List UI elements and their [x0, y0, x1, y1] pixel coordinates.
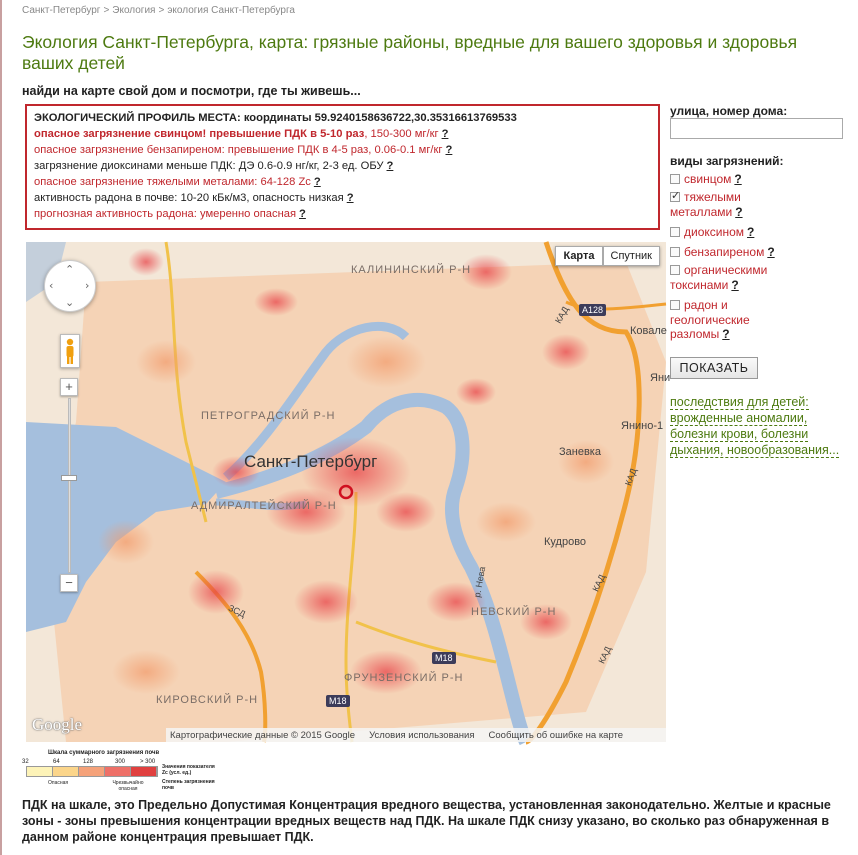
map-type-control: [555, 246, 660, 266]
help-link-type-organic-toxins[interactable]: ?: [731, 277, 739, 292]
scale-right-label-zc: Значения показателя Zc (усл. ед.): [162, 764, 215, 776]
scale-right-label-degree: Степень загрязнения почв: [162, 779, 215, 791]
type-option-radon[interactable]: радон и геологические разломы ?: [670, 298, 750, 341]
road-label-zsd: ЗСД: [226, 602, 248, 620]
scale-number-128: 128: [83, 759, 94, 765]
scale-color-cell: [27, 767, 53, 776]
checkbox-lead[interactable]: [670, 174, 680, 184]
ecology-profile-box: [25, 104, 660, 230]
checkbox-organic-toxins[interactable]: [670, 265, 680, 275]
scale-color-bar: [26, 766, 158, 777]
page-subtitle: найди на карте свой дом и посмотри, где ты живешь...: [22, 84, 361, 98]
checkbox-heavy-metals[interactable]: [670, 192, 680, 202]
checkbox-dioxin[interactable]: [670, 227, 680, 237]
scale-color-cell: [131, 767, 157, 776]
road-label-kad-1: КАД: [553, 304, 571, 326]
profile-coords: координаты 59.9240158636722,30.35316613769533: [243, 112, 517, 124]
show-button[interactable]: ПОКАЗАТЬ: [670, 357, 758, 379]
scale-number-300: 300: [115, 759, 126, 765]
profile-row-heavy-metals: опасное загрязнение тяжелыми металами: 64-128 Zc ?: [34, 176, 321, 188]
filter-sidebar: [670, 104, 850, 457]
street-view-pegman-icon[interactable]: [60, 334, 80, 368]
scale-color-cell: [79, 767, 105, 776]
help-link-radon-soil[interactable]: ?: [346, 192, 354, 204]
help-link-type-benzapyrene[interactable]: ?: [767, 245, 775, 259]
checkbox-benzapyrene[interactable]: [670, 247, 680, 257]
help-link-type-dioxin[interactable]: ?: [747, 225, 755, 239]
town-label-kovalevo: Ковале: [630, 325, 667, 337]
pan-control[interactable]: [44, 260, 96, 312]
help-link-type-lead[interactable]: ?: [734, 172, 742, 186]
district-label-petrogradsky: ПЕТРОГРАДСКИЙ Р-Н: [201, 410, 336, 422]
district-label-kirovsky: КИРОВСКИЙ Р-Н: [156, 694, 259, 706]
scale-color-cell: [105, 767, 131, 776]
breadcrumb-link-spb-ecology[interactable]: экология Санкт-Петербурга: [167, 5, 295, 16]
pan-left-icon[interactable]: ‹: [49, 279, 54, 292]
town-label-kudrovo: Кудрово: [544, 536, 587, 548]
breadcrumb-link-spb[interactable]: Санкт-Петербург: [22, 5, 101, 16]
help-link-radon-forecast[interactable]: ?: [299, 208, 306, 220]
left-border-rule: [0, 0, 2, 855]
page-title: Экология Санкт-Петербурга, карта: грязные районы, вредные для вашего здоровья и здоровья ваших детей: [22, 32, 798, 73]
attribution-report-link[interactable]: Сообщить об ошибке на карте: [488, 729, 624, 741]
district-label-nevsky: НЕВСКИЙ Р-Н: [471, 606, 557, 618]
checkbox-radon[interactable]: [670, 300, 680, 310]
type-option-benzapyrene[interactable]: бензапиреном ?: [670, 245, 775, 260]
district-label-kalininsky: КАЛИНИНСКИЙ Р-Н: [351, 264, 472, 276]
consequences-link[interactable]: последствия для детей: врожденные аномалии, болезни крови, болезни дыхания, новообразования...: [670, 395, 840, 457]
attribution-map-data: Картографические данные © 2015 Google: [170, 729, 356, 741]
breadcrumb-link-ecology[interactable]: Экология: [112, 5, 156, 16]
help-link-lead[interactable]: ?: [441, 128, 449, 140]
help-link-benzapyrene[interactable]: ?: [445, 144, 453, 156]
scale-number-gt300: > 300: [140, 759, 156, 765]
zoom-slider-track[interactable]: [68, 398, 71, 573]
attribution-terms-link[interactable]: Условия использования: [369, 729, 475, 741]
profile-row-radon-soil: активность радона в почве: 10-20 кБк/м3, опасность низкая ?: [34, 192, 354, 204]
pdk-explanation: ПДК на шкале, это Предельно Допустимая Концентрация вредного вещества, установленная законодательно. Желтые и красные зоны - зоны превышения концентрации вредных веществ над ПДК. На шкале ПДК снизу указано, во сколько раз обнаруженная в данном районе концентрация превышает ПДК.: [22, 798, 831, 844]
breadcrumb: Санкт-Петербург > Экология > экология Санкт-Петербурга: [22, 5, 295, 16]
address-input[interactable]: [670, 118, 843, 139]
scale-color-cell: [53, 767, 79, 776]
zoom-out-button[interactable]: −: [60, 574, 78, 592]
zoom-slider-knob[interactable]: [61, 475, 77, 481]
address-label: улица, номер дома:: [670, 104, 788, 118]
pan-down-icon[interactable]: ⌄: [65, 296, 75, 309]
river-label-neva: р. Нева: [471, 565, 488, 599]
help-link-type-heavy-metals[interactable]: ?: [735, 204, 743, 219]
profile-row-benzapyrene: опасное загрязнение бензапиреном: превышение ПДК в 4-5 раз, 0.06-0.1 мг/кг ?: [34, 144, 453, 156]
scale-title: Шкала суммарного загрязнения почв: [48, 750, 160, 756]
town-label-yanino: Янино-1: [621, 420, 664, 432]
map-type-map-button[interactable]: Карта: [555, 246, 602, 266]
pollution-scale-legend: [22, 750, 232, 794]
pollution-types-label: виды загрязнений:: [670, 154, 784, 168]
city-label: Санкт-Петербург: [244, 452, 378, 471]
road-shield-m18-2: М18: [326, 695, 350, 707]
pan-up-icon[interactable]: ⌃: [65, 263, 75, 276]
type-option-organic-toxins[interactable]: органическими токсинами ?: [670, 263, 768, 292]
map-attribution: [166, 728, 666, 742]
map-canvas: [26, 242, 666, 742]
pan-right-icon[interactable]: ›: [85, 279, 90, 292]
scale-number-64: 64: [53, 759, 60, 765]
profile-row-radon-forecast: прогнозная активность радона: умеренно опасная ?: [34, 208, 306, 220]
profile-row-dioxin: загрязнение диоксинами меньше ПДК: ДЭ 0.6-0.9 нг/кг, 2-3 ед. ОБУ ?: [34, 160, 394, 172]
help-link-type-radon[interactable]: ?: [722, 327, 730, 341]
scale-label-dangerous: Опасная: [48, 780, 69, 786]
help-link-heavy-metals[interactable]: ?: [313, 176, 321, 188]
type-option-heavy-metals[interactable]: ✓тяжелыми металлами ?: [670, 190, 790, 219]
help-link-dioxin[interactable]: ?: [386, 160, 394, 172]
profile-row-lead: опасное загрязнение свинцом! превышение ПДК в 5-10 раз, 150-300 мг/кг ?: [34, 128, 449, 140]
road-label-kad-3: КАД: [590, 572, 608, 594]
type-option-dioxin[interactable]: диоксином ?: [670, 225, 754, 240]
scale-label-extremely-dangerous: Чрезвычайно опасная: [112, 780, 144, 792]
town-label-yani: Яни: [650, 372, 671, 384]
pollution-map[interactable]: [26, 242, 671, 742]
google-logo[interactable]: Google: [32, 715, 83, 734]
profile-heading-row: [34, 110, 651, 126]
district-label-admiralteysky: АДМИРАЛТЕЙСКИЙ Р-Н: [191, 500, 337, 512]
consequences-block: [670, 394, 850, 458]
town-label-zanevka: Заневка: [559, 446, 601, 458]
zoom-in-button[interactable]: +: [60, 378, 78, 396]
district-label-frunzensky: ФРУНЗЕНСКИЙ Р-Н: [344, 672, 464, 684]
type-option-lead[interactable]: свинцом ?: [670, 172, 742, 187]
map-type-satellite-button[interactable]: Спутник: [603, 246, 660, 266]
road-shield-m18-1: М18: [432, 652, 456, 664]
road-label-kad-2: КАД: [623, 467, 639, 487]
scale-number-32: 32: [22, 759, 29, 765]
road-shield-a128: А128: [579, 304, 606, 316]
road-label-kad-4: КАД: [596, 644, 614, 666]
profile-heading: ЭКОЛОГИЧЕСКИЙ ПРОФИЛЬ МЕСТА:: [34, 112, 241, 124]
